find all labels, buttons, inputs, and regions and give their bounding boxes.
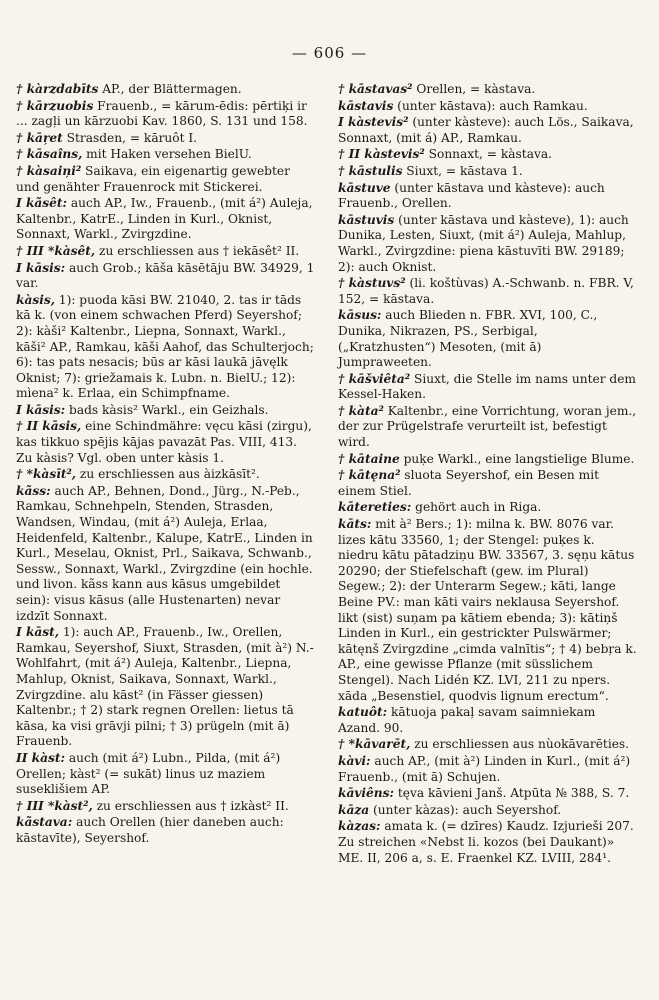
dictionary-entry xyxy=(16,196,316,243)
entry-text: auch AP., Behnen, Dond., Jürg., N.-Peb., Ramkau, Schnehpeln, Stenden, Strasden, Wandsen, Windau, (mit á²) Auleja, Erlaa, Heidenfeld, Kaltenbr., Kalupe, KatrE., Linden in Kurl., Meselau, Oknist, Prl., Saikava, Schwanb., Sessw., Sonnaxt, Warkl., Zvirgzdine (ein hochle. und livon. kãss kann aus kāsus umgebildet sein): visus kāsus (alle Hustenarten) nevar izdzīt Sonnaxt. xyxy=(16,483,313,623)
entry-headword: kāstuve xyxy=(338,180,391,195)
entry-text: zu erschliessen aus nùokāvarēties. xyxy=(410,737,630,752)
entry-text: (unter kàzas): auch Seyershof. xyxy=(369,802,562,817)
entry-headword: kāviêns: xyxy=(338,786,395,801)
dictionary-entry xyxy=(16,82,316,98)
entry-text: Sonnaxt, = kàstava. xyxy=(424,147,552,162)
right-column xyxy=(338,82,638,867)
entry-text: mit Haken versehen BielU. xyxy=(82,147,252,162)
entry-text: auch AP., Iw., Frauenb., (mit á²) Auleja, Kaltenbr., KatrE., Linden in Kurl., Oknist, Sonnaxt, Warkl., Zvirgzdine. xyxy=(16,196,313,242)
entry-headword: † II kàstevis² xyxy=(338,147,425,162)
entry-headword: kàzas: xyxy=(338,819,381,834)
entry-text: zu erschliessen aus † iekāsêt² II. xyxy=(95,243,300,258)
entry-headword: † kātęna² xyxy=(338,468,401,483)
entry-headword: † kārzuobis xyxy=(16,98,94,113)
dictionary-entry xyxy=(338,82,638,98)
dictionary-entry xyxy=(338,517,638,704)
entry-text: zu erschliessen aus àizkāsīt². xyxy=(76,467,260,482)
left-column xyxy=(16,82,316,848)
entry-text: Strasden, = kāruôt I. xyxy=(62,130,198,145)
entry-text: (unter kàsteve): auch Lös., Saikava, Sonnaxt, (mit á) AP., Ramkau. xyxy=(338,115,634,145)
entry-headword: † II kāsis, xyxy=(16,419,82,434)
entry-headword: kātereties: xyxy=(338,500,412,515)
entry-headword: katuôt: xyxy=(338,705,388,720)
dictionary-entry xyxy=(16,131,316,147)
entry-text: auch Orellen (hier daneben auch: kāstavīte), Seyershof. xyxy=(16,815,284,845)
entry-text: tęva kāvieni Janš. Atpūta № 388, S. 7. xyxy=(394,786,630,801)
dictionary-entry xyxy=(16,625,316,750)
dictionary-entry xyxy=(16,293,316,402)
entry-text: kātuoja pakaļ savam saimniekam Azand. 90. xyxy=(338,705,596,735)
entry-headword: † kàstuvs² xyxy=(338,276,406,291)
entry-text: sluota Seyershof, ein Besen mit einem Stiel. xyxy=(338,468,599,498)
entry-headword: † kàta² xyxy=(338,403,384,418)
entry-text: bads kàsis² Warkl., ein Geizhals. xyxy=(65,402,269,417)
dictionary-entry xyxy=(338,754,638,785)
entry-text: mit à² Bers.; 1): milna k. BW. 8076 var. lizes kātu 33560, 1; der Stengel: puķes k. niedru kātu pātadziņu BW. 33567, 3. sęņu kātus 20290; der Stiefelschaft (gew. im Plural) Segew.; 2): der Unterarm Segew.; kāti, lange Beine PV.: man kāti vairs neklausa Seyershof. likt (sist) suņam pa kātiem ebenda; 3): kātiņš Linden in Kurl., ein gestrickter Pulswärmer; kātęnš Zvirgzdine „cimda valnītis“; † 4) bebŗa k. AP., eine gewisse Pflanze (mit süsslichem Stengel). Nach Lidén KZ. LVI, 211 zu npers. xāda „Besenstiel, quodvis lignum erectum“. xyxy=(338,517,637,703)
entry-text: auch Grob.; kāša kāsētāju BW. 34929, 1 var. xyxy=(16,260,315,291)
entry-headword: † kātaine xyxy=(338,451,400,466)
entry-headword: kāstuvis xyxy=(338,212,395,227)
dictionary-entry xyxy=(16,261,316,292)
entry-headword: † kāŗet xyxy=(16,130,63,145)
entry-text: zu erschliessen aus † izkàst² II. xyxy=(92,798,289,813)
entry-headword: kãss: xyxy=(16,483,51,498)
entry-text: eine Schindmähre: vęcu kāsi (zirgu), kas tikkuo spējis kājas pavazāt Pas. VIII, 413. Zu kàsis? Vgl. oben unter kàsis 1. xyxy=(16,419,312,465)
entry-headword: † kāstulis xyxy=(338,163,403,178)
entry-text: gehört auch in Riga. xyxy=(411,500,542,515)
dictionary-entry xyxy=(338,115,638,146)
dictionary-entry xyxy=(338,786,638,802)
dictionary-entry xyxy=(16,799,316,815)
entry-text: auch (mit á²) Lubn., Pilda, (mit á²) Orellen; kàst² (= sukāt) linus uz maziem suseklišiem AP. xyxy=(16,750,281,797)
entry-headword: † III *kàsêt, xyxy=(16,243,96,258)
entry-text: 1): puoda kāsi BW. 21040, 2. tas ir tāds kā k. (von einem schwachen Pferd) Seyershof; 2): kàši² Kaltenbr., Liepna, Sonnaxt, Warkl., kāši² AP., Ramkau, kāši Aahof, das Schulterjoch; 6): tas pats nesacis; būs ar kāsi laukā jāvęlk Oknist; 7): griežamais k. Lubn. n. BielU.; 12): mìena² k. Erlaa, ein Schimpfname. xyxy=(16,292,314,401)
dictionary-entry xyxy=(338,452,638,468)
entry-text: (unter kāstava und kàsteve): auch Frauenb., Orellen. xyxy=(338,180,605,211)
entry-headword: † kàrzdabīts xyxy=(16,82,99,96)
dictionary-entry xyxy=(338,468,638,499)
dictionary-entry xyxy=(338,308,638,370)
entry-headword: kāstavis xyxy=(338,98,394,113)
entry-text: (li. koštùvas) A.-Schwanb. n. FBR. V, 152, = kāstava. xyxy=(338,276,634,306)
entry-text: auch AP., (mit à²) Linden in Kurl., (mit á²) Frauenb., (mit ā) Schujen. xyxy=(338,753,631,784)
dictionary-entry xyxy=(16,147,316,163)
entry-headword: † kāšviêta² xyxy=(338,371,411,386)
entry-headword: kāsus: xyxy=(338,308,382,323)
entry-text: (unter kāstava und kàsteve), 1): auch Dunika, Lesten, Siuxt, (mit á²) Auleja, Mahlup, Warkl., Zvirgzdine: piena kāstuvīti BW. 29189; 2): auch Oknist. xyxy=(338,212,629,274)
dictionary-entry xyxy=(16,467,316,483)
dictionary-entry xyxy=(338,276,638,307)
entry-text: (unter kāstava): auch Ramkau. xyxy=(393,98,588,113)
entry-text: 1): auch AP., Frauenb., Iw., Orellen, Ramkau, Seyershof, Siuxt, Strasden, (mit à²) N.-Wohlfahrt, (mit á²) Auleja, Kaltenbr., Liepna, Mahlup, Oknist, Saikava, Sonnaxt, Warkl., Zvirgzdine. alu kāst² (in Fässer giessen) Kaltenbr.; † 2) stark regnen Orellen: lietus tā kāsa, ka visi grāvji pilni; † 3) prügeln (mit ā) Frauenb. xyxy=(16,625,314,749)
entry-headword: kãstava: xyxy=(16,815,73,830)
entry-headword: kāts: xyxy=(338,517,372,532)
dictionary-entry xyxy=(16,484,316,624)
dictionary-entry xyxy=(16,164,316,195)
entry-headword: † kàsaiņi² xyxy=(16,163,82,178)
entry-headword: I kāst, xyxy=(16,625,60,640)
entry-headword: † *kàsīt², xyxy=(16,467,77,482)
entry-headword: kàsis, xyxy=(16,292,55,307)
dictionary-entry xyxy=(338,500,638,516)
entry-headword: II kàst: xyxy=(16,750,65,765)
dictionary-entry xyxy=(16,815,316,846)
dictionary-entry xyxy=(338,803,638,819)
entry-headword: kāza xyxy=(338,802,370,817)
entry-text: auch Blieden n. FBR. XVI, 100, C., Dunika, Nikrazen, PS., Serbigal, („Kratzhusten“) Mesoten, (mit ā) Jumpraweeten. xyxy=(338,308,598,370)
entry-text: Siuxt, die Stelle im nams unter dem Kessel-Haken. xyxy=(338,371,636,402)
entry-text: AP., der Blättermagen. xyxy=(98,82,242,96)
dictionary-entry xyxy=(338,705,638,736)
entry-headword: † III *kàst², xyxy=(16,798,93,813)
entry-text: Orellen, = kàstava. xyxy=(412,82,536,96)
dictionary-entry xyxy=(16,751,316,798)
dictionary-entry xyxy=(338,147,638,163)
dictionary-entry xyxy=(338,372,638,403)
dictionary-entry xyxy=(338,819,638,866)
entry-headword: kàvi: xyxy=(338,753,371,768)
dictionary-entry xyxy=(16,403,316,419)
entry-headword: † kāsaîns, xyxy=(16,147,83,162)
dictionary-entry xyxy=(338,737,638,753)
entry-text: Kaltenbr., eine Vorrichtung, woran jem., der zur Prügelstrafe verurteilt ist, befestigt wird. xyxy=(338,403,637,450)
entry-text: puķe Warkl., eine langstielige Blume. xyxy=(399,451,635,466)
entry-headword: I kàstevis² xyxy=(338,115,409,130)
entry-text: Siuxt, = kāstava 1. xyxy=(402,163,523,178)
dictionary-entry xyxy=(16,244,316,260)
dictionary-entry xyxy=(16,99,316,130)
entry-headword: I kāsis: xyxy=(16,260,66,275)
dictionary-entry xyxy=(338,99,638,115)
entry-text: amata k. (= dzīres) Kaudz. Izjurieši 207. Zu streichen «Nebst li. kozos (bei Daukant)» ME. II, 206 a, s. E. Fraenkel KZ. LVIII, 284¹. xyxy=(338,819,634,865)
entry-text: Frauenb., = kārum-ēdis: pērtiķi ir ... zagļi un kārzuobi Kav. 1860, S. 131 und 158. xyxy=(16,98,308,129)
entry-text: Saikava, ein eigenartig gewebter und genähter Frauenrock mit Stickerei. xyxy=(16,163,290,194)
dictionary-entry xyxy=(16,419,316,466)
dictionary-entry xyxy=(338,164,638,180)
entry-headword: † *kāvarēt, xyxy=(338,737,411,752)
dictionary-entry xyxy=(338,181,638,212)
dictionary-entry xyxy=(338,404,638,451)
entry-headword: † kāstavas² xyxy=(338,82,413,96)
page-number: — 606 — xyxy=(291,44,368,62)
dictionary-entry xyxy=(338,213,638,275)
entry-headword: I kãsêt: xyxy=(16,196,68,211)
entry-headword: I kāsis: xyxy=(16,402,66,417)
